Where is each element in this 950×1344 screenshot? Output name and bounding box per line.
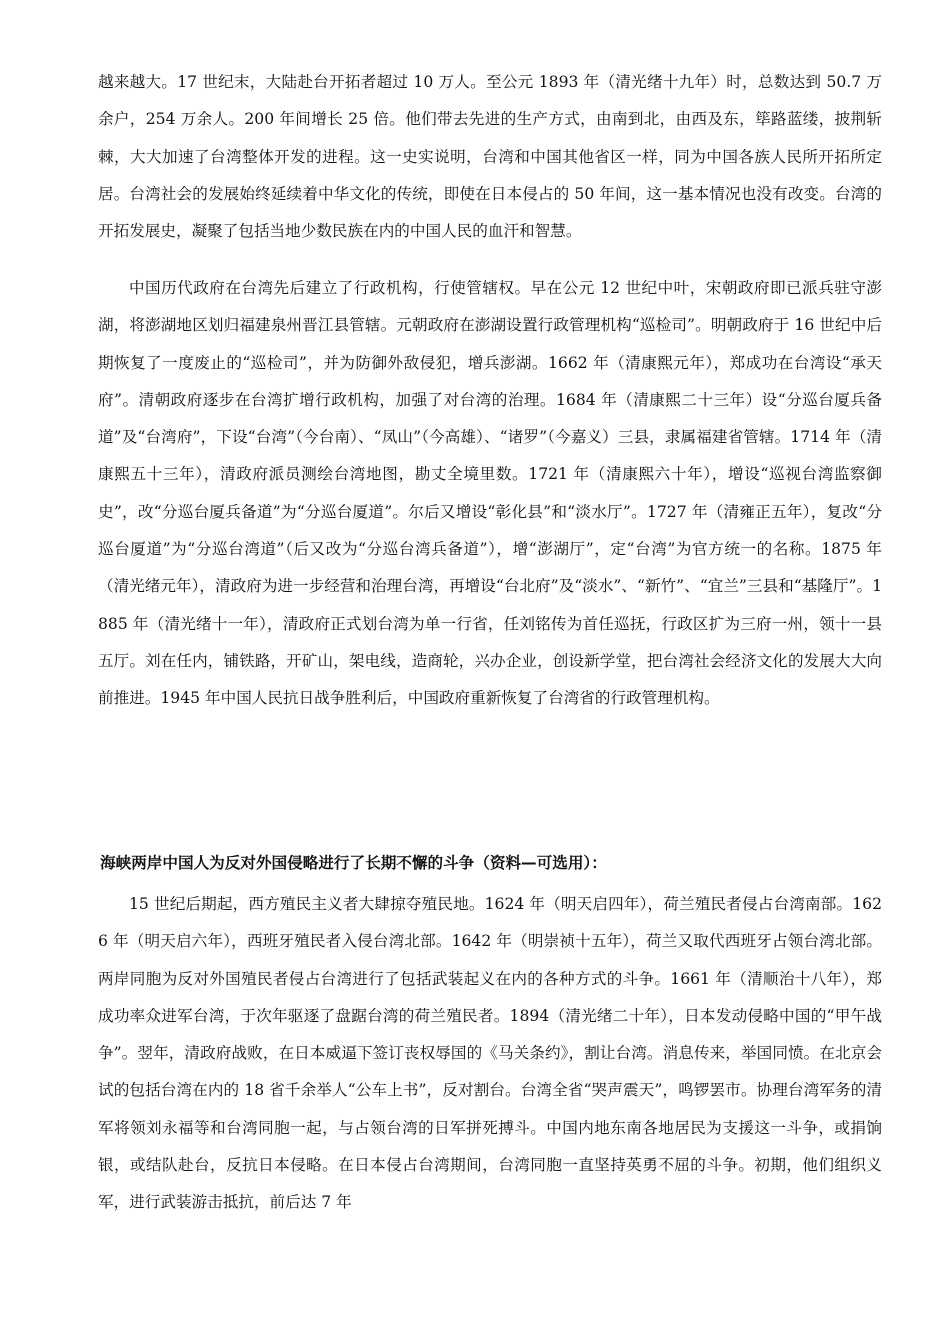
paragraph-administration-history: 中国历代政府在台湾先后建立了行政机构，行使管辖权。早在公元 12 世纪中叶，宋朝政府即已派兵驻守澎湖，将澎湖地区划归福建泉州晋江县管辖。元朝政府在澎湖设置行政管理机构“巡检司”。明朝政府于 16 世纪中后期恢复了一度废止的“巡检司”，并为防御外敌侵犯，增兵澎湖。1662 年（清康熙元年），郑成功在台湾设“承天府”。清朝政府逐步在台湾扩增行政机构，加强了对台湾的治理。1684 年（清康熙二十三年）设“分巡台厦兵备道”及“台湾府”，下设“台湾”（今台南）、“凤山”（今高雄）、“诸罗”（今嘉义）三县，隶属福建省管辖。1714 年（清康熙五十三年），清政府派员测绘台湾地图，勘丈全境里数。1721 年（清康熙六十年），增设“巡视台湾监察御史”，改“分巡台厦兵备道”为“分巡台厦道”。尔后又增设“彰化县”和“淡水厅”。1727 年（清雍正五年），复改“分巡台厦道”为“分巡台湾道”（后又改为“分巡台湾兵备道”），增“澎湖厅”，定“台湾”为官方统一的名称。1875 年（清光绪元年），清政府为进一步经营和治理台湾，再增设“台北府”及“淡水”、“新竹”、“宜兰”三县和“基隆厅”。1885 年（清光绪十一年），清政府正式划台湾为单一行省，任刘铭传为首任巡抚，行政区扩为三府一州，领十一县五厅。刘在任内，铺铁路，开矿山，架电线，造商轮，兴办企业，创设新学堂，把台湾社会经济文化的发展大大向前推进。1945 年中国人民抗日战争胜利后，中国政府重新恢复了台湾省的行政管理机构。 xyxy=(98,279,882,708)
paragraph-taiwan-settlement: 越来越大。17 世纪末，大陆赴台开拓者超过 10 万人。至公元 1893 年（清光绪十九年）时，总数达到 50.7 万余户，254 万余人。200 年间增长 25 倍。他们带去先进的生产方式，由南到北，由西及东，筚路蓝缕，披荆斩棘，大大加速了台湾整体开发的进程。这一史实说明，台湾和中国其他省区一样，同为中国各族人民所开拓所定居。台湾社会的发展始终延续着中华文化的传统，即使在日本侵占的 50 年间，这一基本情况也没有改变。台湾的开拓发展史，凝聚了包括当地少数民族在内的中国人民的血汗和智慧。 xyxy=(98,73,882,241)
paragraph-resistance-history: 15 世纪后期起，西方殖民主义者大肆掠夺殖民地。1624 年（明天启四年），荷兰殖民者侵占台湾南部。1626 年（明天启六年），西班牙殖民者入侵台湾北部。1642 年（明崇祯十五年），荷兰又取代西班牙占领台湾北部。两岸同胞为反对外国殖民者侵占台湾进行了包括武装起义在内的各种方式的斗争。1661 年（清顺治十八年），郑成功率众进军台湾，于次年驱逐了盘踞台湾的荷兰殖民者。1894（清光绪二十年），日本发动侵略中国的“甲午战争”。翌年，清政府战败，在日本威逼下签订丧权辱国的《马关条约》，割让台湾。消息传来，举国同愤。在北京会试的包括台湾在内的 18 省千余举人“公车上书”，反对割台。台湾全省“哭声震天”，鸣锣罢市。协理台湾军务的清军将领刘永福等和台湾同胞一起，与占领台湾的日军拼死搏斗。中国内地东南各地居民为支援这一斗争，或捐饷银，或结队赴台，反抗日本侵略。在日本侵占台湾期间，台湾同胞一直坚持英勇不屈的斗争。初期，他们组织义军，进行武装游击抵抗，前后达 7 年 xyxy=(98,895,882,1212)
section-heading: 海峡两岸中国人为反对外国侵略进行了长期不懈的斗争（资料—可选用）： xyxy=(100,854,607,872)
